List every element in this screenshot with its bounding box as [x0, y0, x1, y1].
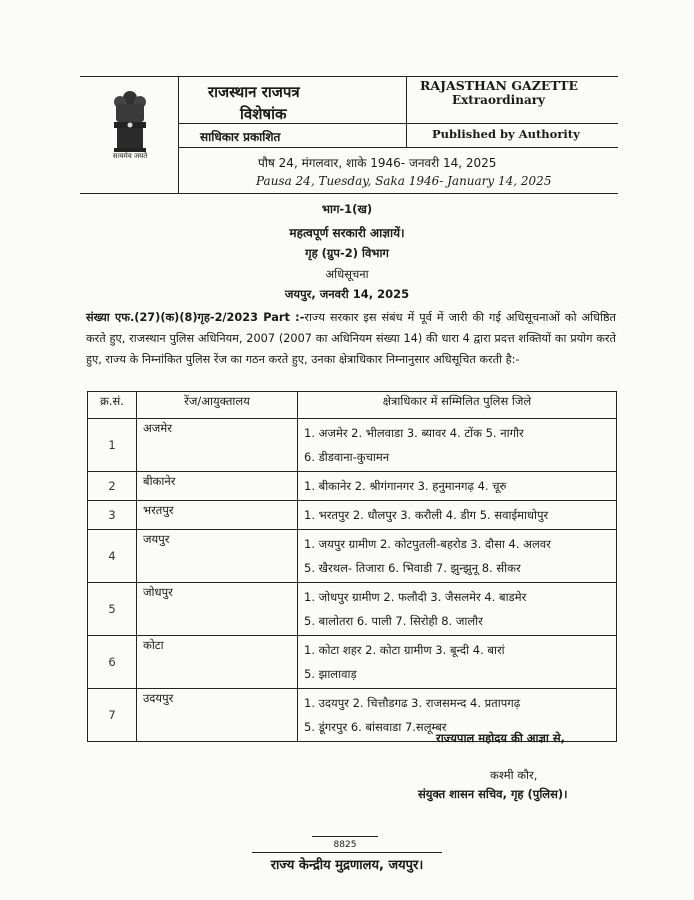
header-middle-divider	[406, 76, 407, 147]
page-number: 8825	[333, 840, 357, 850]
hindi-gazette-title: राजस्थान राजपत्र	[208, 83, 300, 101]
row-range: जयपुर	[137, 530, 298, 583]
notification-paragraph	[86, 307, 616, 370]
col-range-header: रेंज/आयुक्तालय	[137, 392, 298, 419]
gazette-header	[80, 76, 618, 194]
place-date: जयपुर, जनवरी 14, 2025	[284, 287, 410, 301]
press-name: राज्य केन्द्रीय मुद्रणालय, जयपुर।	[270, 858, 424, 873]
notification-type: अधिसूचना	[325, 267, 369, 281]
district-line: 5. खैरथल- तिजारा 6. भिवाडी 7. झुन्झुनू 8. सीकर	[304, 561, 521, 575]
english-gazette-subtitle: Extraordinary	[452, 93, 546, 107]
row-range: जोधपुर	[137, 583, 298, 636]
district-line: 6. डीडवाना-कुचामन	[304, 450, 390, 464]
row-range: अजमेर	[137, 419, 298, 472]
district-line: 5. डूंगरपुर 6. बांसवाडा 7.सलूम्बर	[304, 720, 447, 734]
row-districts	[298, 583, 617, 636]
row-districts	[298, 636, 617, 689]
district-line: 1. जयपुर ग्रामीण 2. कोटपुतली-बहरोड 3. दौसा 4. अलवर	[304, 537, 551, 551]
signatory-designation: संयुक्त शासन सचिव, गृह (पुलिस)।	[418, 787, 568, 801]
table-row	[88, 636, 617, 689]
header-divider	[178, 76, 179, 194]
footer-short-rule	[312, 836, 378, 837]
police-range-table	[87, 391, 617, 742]
row-serial: 4	[88, 530, 137, 583]
header-top-rule	[80, 76, 618, 77]
col-districts-header: क्षेत्राधिकार में सम्मिलित पुलिस जिले	[298, 392, 617, 419]
header-row-rule-2	[178, 147, 618, 148]
row-range: कोटा	[137, 636, 298, 689]
district-line: 1. अजमेर 2. भीलवाडा 3. ब्यावर 4. टोंक 5. नागौर	[304, 426, 524, 440]
row-range: बीकानेर	[137, 472, 298, 501]
emblem-caption: सत्यमेव जयते	[112, 152, 148, 160]
row-range: भरतपुर	[137, 501, 298, 530]
row-districts	[298, 530, 617, 583]
table-row	[88, 419, 617, 472]
district-line: 1. उदयपुर 2. चित्तौडगढ 3. राजसमन्द 4. प्रतापगढ़	[304, 696, 521, 710]
date-hindi: पौष 24, मंगलवार, शाके 1946- जनवरी 14, 2025	[258, 156, 497, 170]
signatory-name: कश्मी कौर,	[490, 768, 538, 782]
row-districts	[298, 472, 617, 501]
district-line: 5. झालावाड़	[304, 667, 357, 681]
district-line: 5. बालोतरा 6. पाली 7. सिरोही 8. जालौर	[304, 614, 483, 628]
footer-rule	[252, 852, 442, 853]
section-heading: महत्वपूर्ण सरकारी आज्ञायें।	[289, 226, 405, 240]
governor-order-line: राज्यपाल महोदय की आज्ञा से,	[436, 731, 566, 745]
row-serial: 6	[88, 636, 137, 689]
part-label: भाग-1(ख)	[321, 202, 373, 216]
national-emblem-icon	[110, 88, 150, 154]
row-districts	[298, 419, 617, 472]
department-name: गृह (ग्रुप-2) विभाग	[305, 246, 389, 260]
english-gazette-title: RAJASTHAN GAZETTE	[420, 78, 579, 93]
row-serial: 7	[88, 689, 137, 742]
district-line: 1. बीकानेर 2. श्रीगंगानगर 3. हनुमानगढ़ 4. चूरु	[304, 479, 507, 493]
district-line: 1. जोधपुर ग्रामीण 2. फलौदी 3. जैसलमेर 4. बाडमेर	[304, 590, 527, 604]
table-row	[88, 583, 617, 636]
hindi-authority: साधिकार प्रकाशित	[200, 130, 281, 144]
table-row	[88, 501, 617, 530]
header-bottom-rule	[80, 193, 618, 194]
english-authority: Published by Authority	[432, 127, 580, 141]
row-serial: 2	[88, 472, 137, 501]
row-districts	[298, 501, 617, 530]
row-serial: 3	[88, 501, 137, 530]
date-english: Pausa 24, Tuesday, Saka 1946- January 14, 2025	[256, 174, 552, 188]
hindi-gazette-subtitle: विशेषांक	[240, 105, 287, 123]
col-serial-header: क्र.सं.	[88, 392, 137, 419]
notification-text: राज्य सरकार इस संबंध में पूर्व में जारी की गई अधिसूचनाओं को अधिष्ठित करते हुए, राजस्थान पुलिस अधिनियम, 2007 (2007 का अधिनियम संख्या 14) की धारा 4 द्वारा प्रदत्त शक्तियों का प्रयोग करते हुए, राज्य के निम्नांकित पुलिस रेंज का गठन करते हुए, उनका क्षेत्राधिकार निम्नानुसार अधिसूचित करती है:-	[86, 311, 616, 366]
district-line: 1. भरतपुर 2. धौलपुर 3. करौली 4. डीग 5. सवाईमाधोपुर	[304, 508, 549, 522]
notification-number: संख्या एफ.(27)(क)(8)गृह-2/2023 Part :-	[86, 311, 305, 324]
table-row	[88, 472, 617, 501]
district-line: 1. कोटा शहर 2. कोटा ग्रामीण 3. बून्दी 4. बारां	[304, 643, 505, 657]
row-serial: 5	[88, 583, 137, 636]
table-row	[88, 530, 617, 583]
table-header-row	[88, 392, 617, 419]
row-serial: 1	[88, 419, 137, 472]
table-body	[88, 419, 617, 742]
row-range: उदयपुर	[137, 689, 298, 742]
